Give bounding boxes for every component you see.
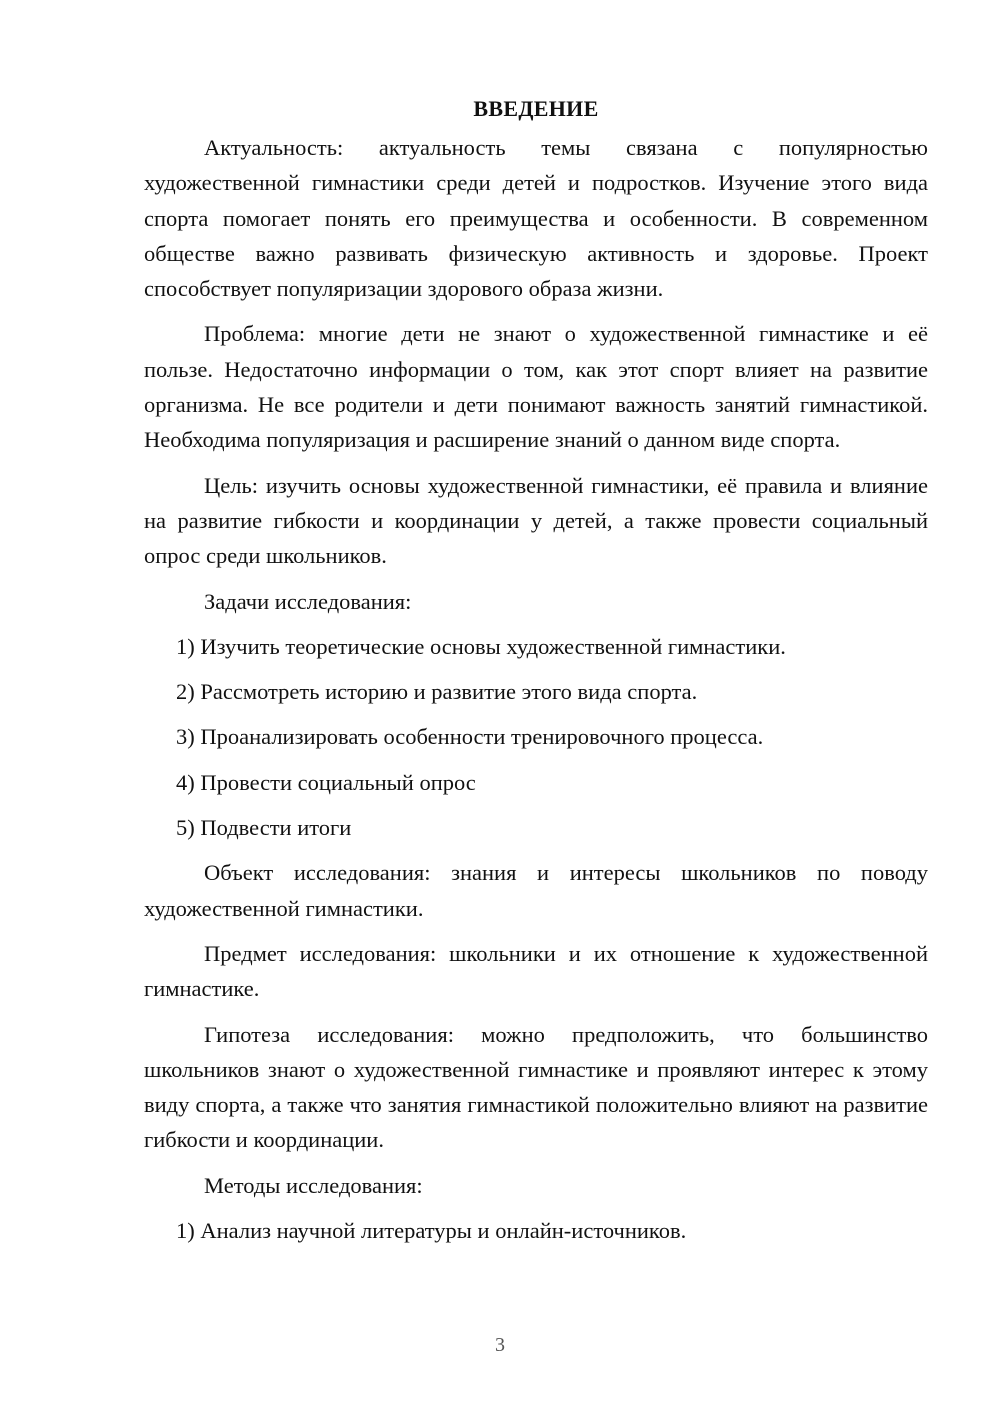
- method-item-1: 1) Анализ научной литературы и онлайн-источников.: [176, 1218, 687, 1244]
- task-item-3: 3) Проанализировать особенности тренировочного процесса.: [176, 724, 764, 750]
- methods-heading: Методы исследования:: [204, 1172, 423, 1198]
- task-item-5: 5) Подвести итоги: [176, 815, 352, 841]
- paragraph-problem: Проблема: многие дети не знают о художественной гимнастике и её пользе. Недостаточно информации о том, как этот спорт влияет на развитие организма. Не все родители и дети понимают важность занятий гимнастикой. Необходима популяризация и расширение знаний о данном виде спорта.: [144, 321, 928, 453]
- paragraph-subject: Предмет исследования: школьники и их отношение к художественной гимнастике.: [144, 940, 928, 1002]
- paragraph-object: Объект исследования: знания и интересы школьников по поводу художественной гимнастики.: [144, 860, 928, 921]
- page-title: ВВЕДЕНИЕ: [473, 96, 599, 121]
- paragraph-goal: Цель: изучить основы художественной гимнастики, её правила и влияние на развитие гибкости и координации у детей, а также провести социальный опрос среди школьников.: [144, 472, 928, 569]
- task-item-1: 1) Изучить теоретические основы художественной гимнастики.: [176, 633, 786, 659]
- paragraph-relevance: Актуальность: актуальность темы связана с популярностью художественной гимнастики среди детей и подростков. Изучение этого вида спорта помогает понять его преимущества и особенности. В современном обществе важно развивать физическую активность и здоровье. Проект способствует популяризации здорового образа жизни.: [144, 135, 928, 302]
- page-number: 3: [495, 1334, 505, 1356]
- document-page: [144, 94, 928, 1258]
- task-item-4: 4) Провести социальный опрос: [176, 769, 476, 795]
- task-item-2: 2) Рассмотреть историю и развитие этого вида спорта.: [176, 679, 698, 705]
- tasks-heading: Задачи исследования:: [204, 588, 412, 614]
- paragraph-hypothesis: Гипотеза исследования: можно предположить, что большинство школьников знают о художественной гимнастике и проявляют интерес к этому виду спорта, а также что занятия гимнастикой положительно влияют на развитие гибкости и координации.: [144, 1021, 928, 1153]
